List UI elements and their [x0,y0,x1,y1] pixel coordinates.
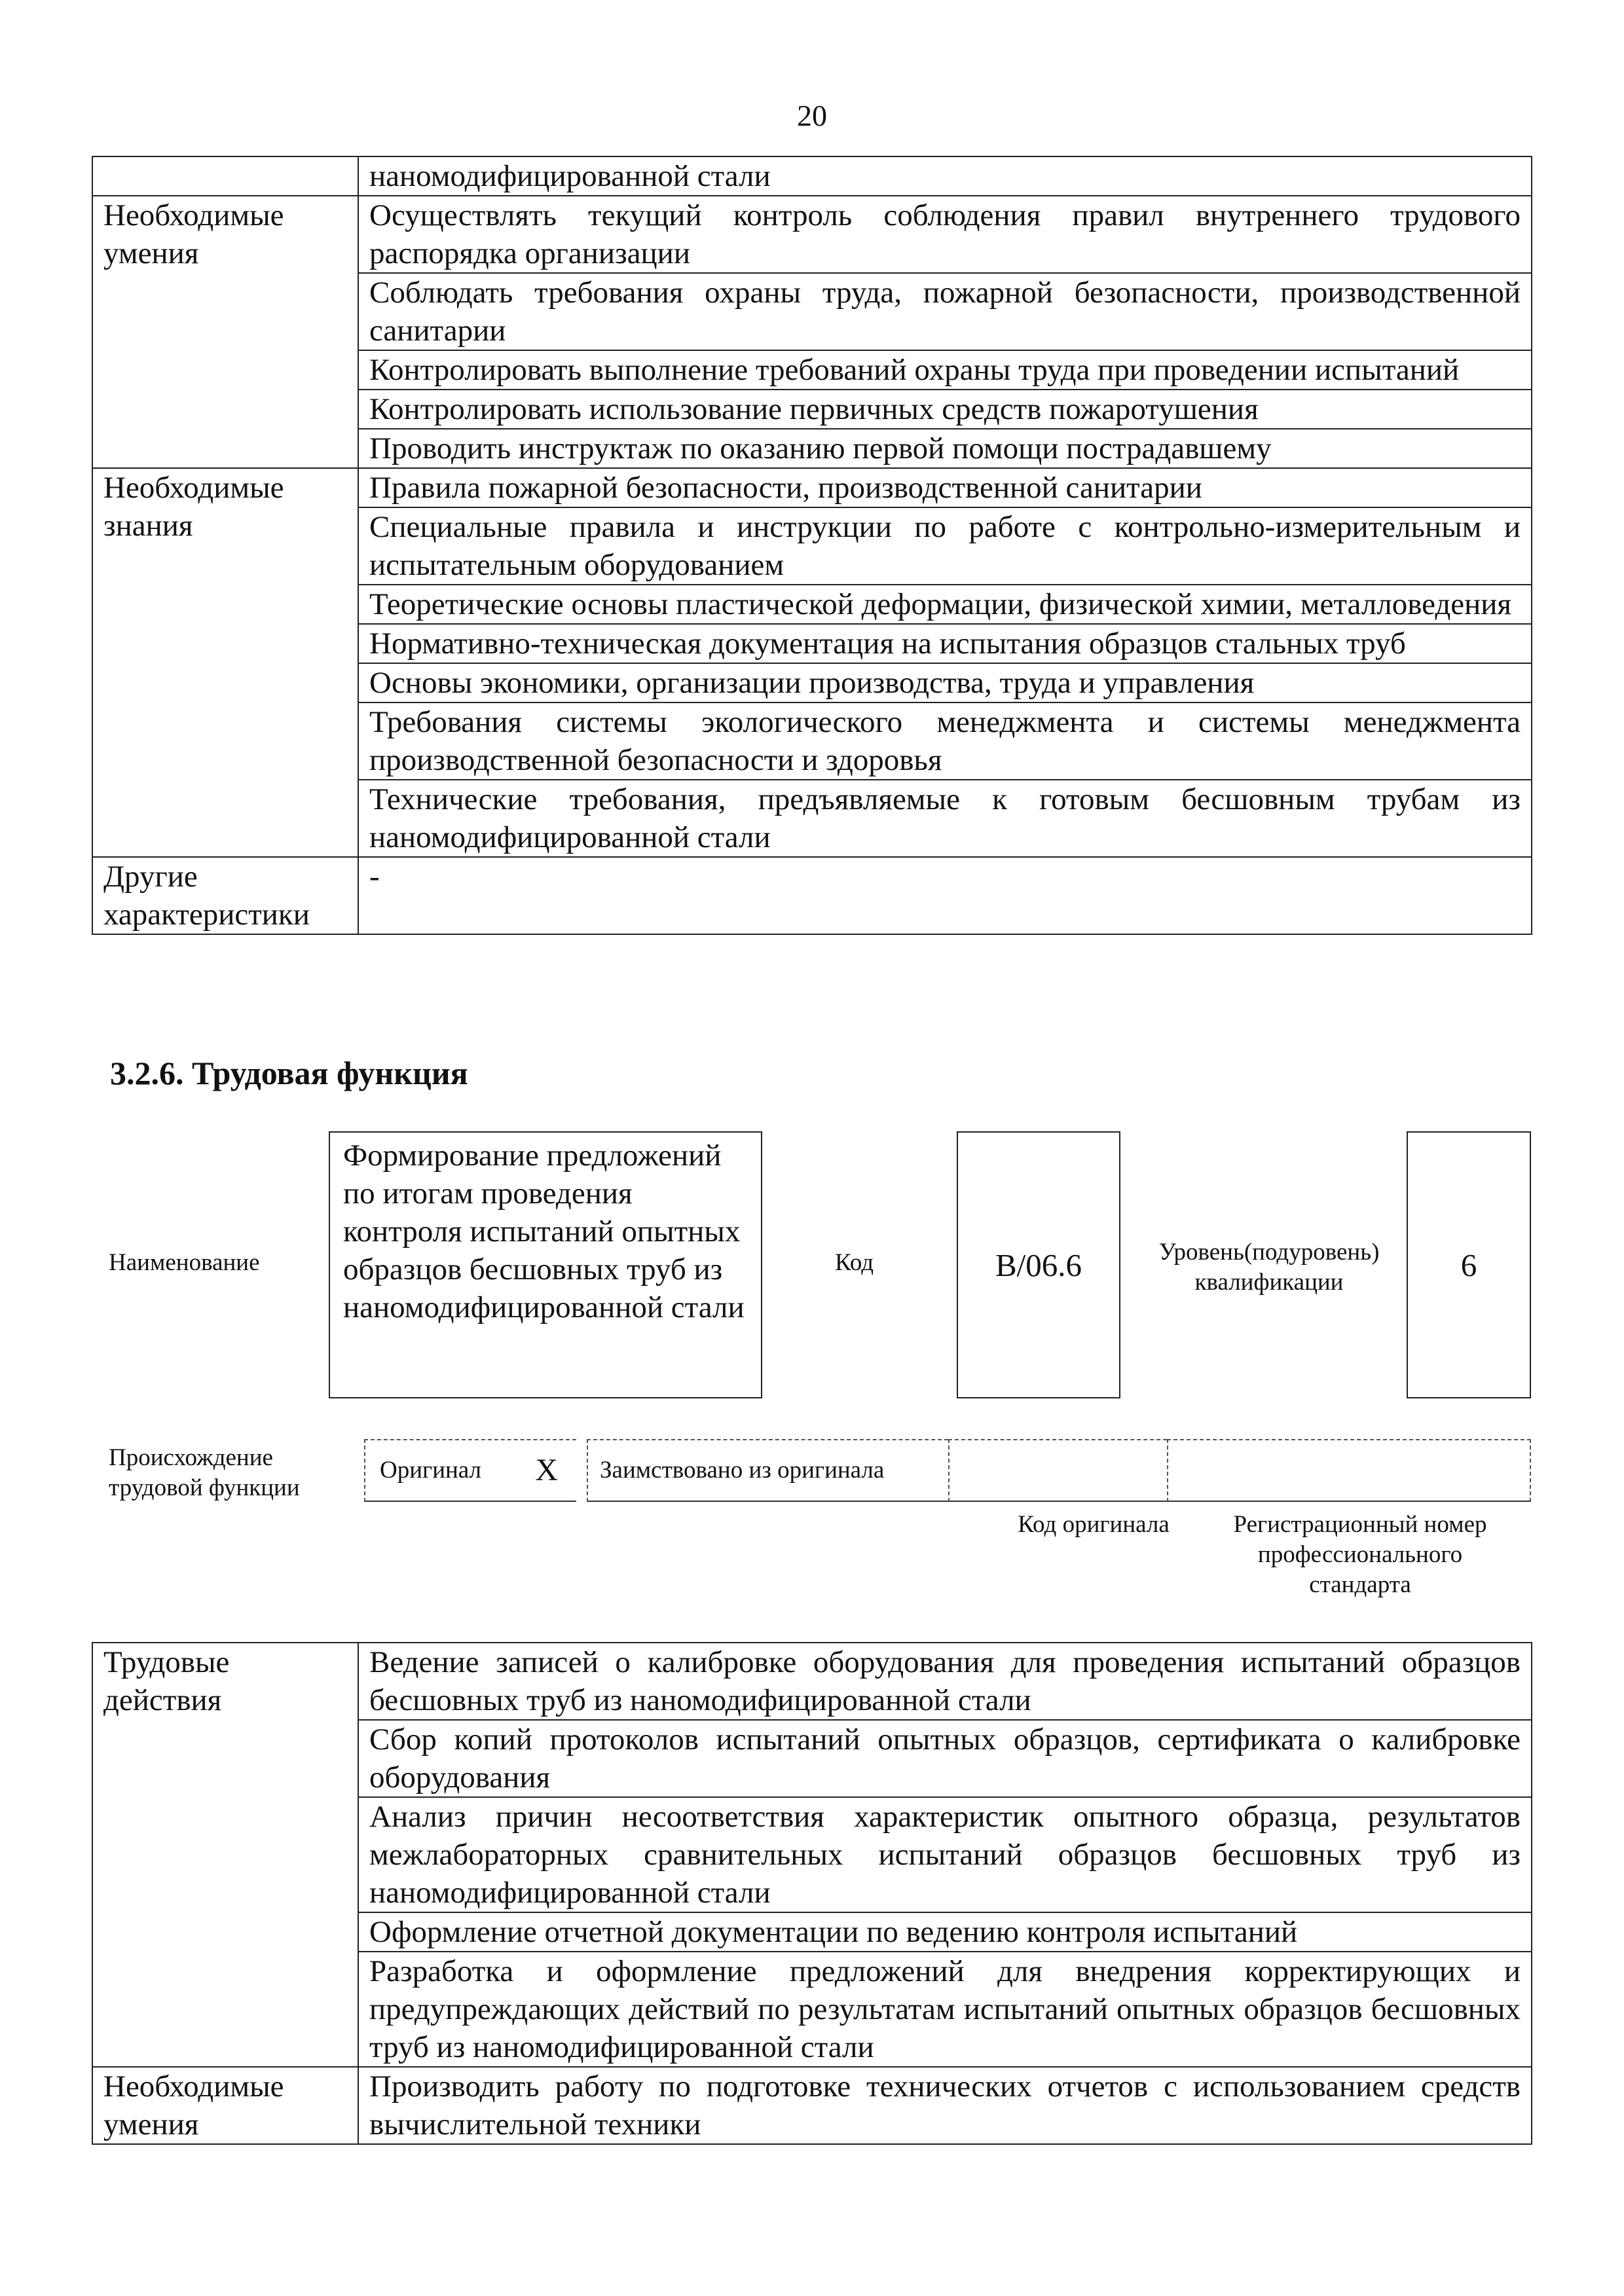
origin-row [364,1439,1531,1503]
row-item: Разработка и оформление предложений для внедрения корректирующих и предупреждающих действий по результатам испытаний опытных образцов бесшовных труб из наномодифицированной стали [358,1952,1532,2067]
table-row [92,1643,1532,1720]
name-label: Наименование [109,1249,260,1276]
row-label [92,156,358,196]
table-row [92,857,1532,934]
row-item: Основы экономики, организации производства, труда и управления [358,663,1532,702]
row-item: Контролировать выполнение требований охраны труда при проведении испытаний [358,350,1532,390]
function-name-box: Формирование предложений по итогам проведения контроля испытаний опытных образцов бесшовных труб из наномодифицированной стали [329,1131,762,1398]
row-item: - [358,857,1532,934]
reg-number-caption: Регистрационный номер профессионального стандарта [1233,1511,1487,1598]
row-item: наномодифицированной стали [358,156,1532,196]
row-item: Правила пожарной безопасности, производственной санитарии [358,468,1532,507]
level-label: Уровень(подуровень) квалификации [1158,1239,1380,1296]
row-label: Необходимые знания [92,468,358,857]
row-item: Технические требования, предъявляемые к готовым бесшовным трубам из наномодифицированной стали [358,780,1532,857]
origin-reg-cell [1167,1439,1531,1502]
requirements-table-top [92,156,1532,935]
table-row [92,156,1532,196]
origin-label: Происхождение трудовой функции [109,1444,300,1501]
row-item: Требования системы экологического менеджмента и системы менеджмента производственной безопасности и здоровья [358,702,1532,780]
row-item: Осуществлять текущий контроль соблюдения правил внутреннего трудового распорядка организации [358,196,1532,273]
row-item: Соблюдать требования охраны труда, пожарной безопасности, производственной санитарии [358,273,1532,350]
code-label: Код [835,1249,874,1276]
page-number: 20 [797,99,827,132]
row-item: Специальные правила и инструкции по работе с контрольно-измерительным и испытательным оборудованием [358,507,1532,585]
row-item: Контролировать использование первичных средств пожаротушения [358,390,1532,429]
requirements-table-bottom [92,1642,1532,2145]
row-item: Анализ причин несоответствия характеристик опытного образца, результатов межлабораторных сравнительных испытаний образцов бесшовных труб из наномодифицированной стали [358,1797,1532,1912]
row-item: Оформление отчетной документации по ведению контроля испытаний [358,1912,1532,1952]
row-item: Сбор копий протоколов испытаний опытных образцов, сертификата о калибровке оборудования [358,1720,1532,1797]
row-label: Необходимые умения [92,2067,358,2144]
row-item: Нормативно-техническая документация на испытания образцов стальных труб [358,624,1532,663]
code-original-caption: Код оригинала [1018,1511,1170,1538]
original-label: Оригинал [380,1457,482,1484]
origin-borrowed-cell [587,1439,948,1502]
table-row [92,468,1532,507]
level-box: 6 [1407,1131,1531,1398]
table-row [92,196,1532,273]
borrowed-label: Заимствовано из оригинала [600,1457,885,1484]
row-item: Ведение записей о калибровке оборудования для проведения испытаний образцов бесшовных труб из наномодифицированной стали [358,1643,1532,1720]
row-label: Другие характеристики [92,857,358,934]
row-item: Проводить инструктаж по оказанию первой помощи пострадавшему [358,429,1532,468]
section-heading: 3.2.6. Трудовая функция [110,1055,468,1091]
row-item: Теоретические основы пластической деформации, физической химии, металловедения [358,585,1532,624]
origin-original-cell [364,1439,576,1502]
original-mark: X [535,1453,558,1487]
row-item: Производить работу по подготовке технических отчетов с использованием средств вычислительной техники [358,2067,1532,2144]
code-box: B/06.6 [957,1131,1120,1398]
row-label: Трудовые действия [92,1643,358,2067]
row-label: Необходимые умения [92,196,358,468]
origin-code-cell [948,1439,1167,1502]
table-row [92,2067,1532,2144]
